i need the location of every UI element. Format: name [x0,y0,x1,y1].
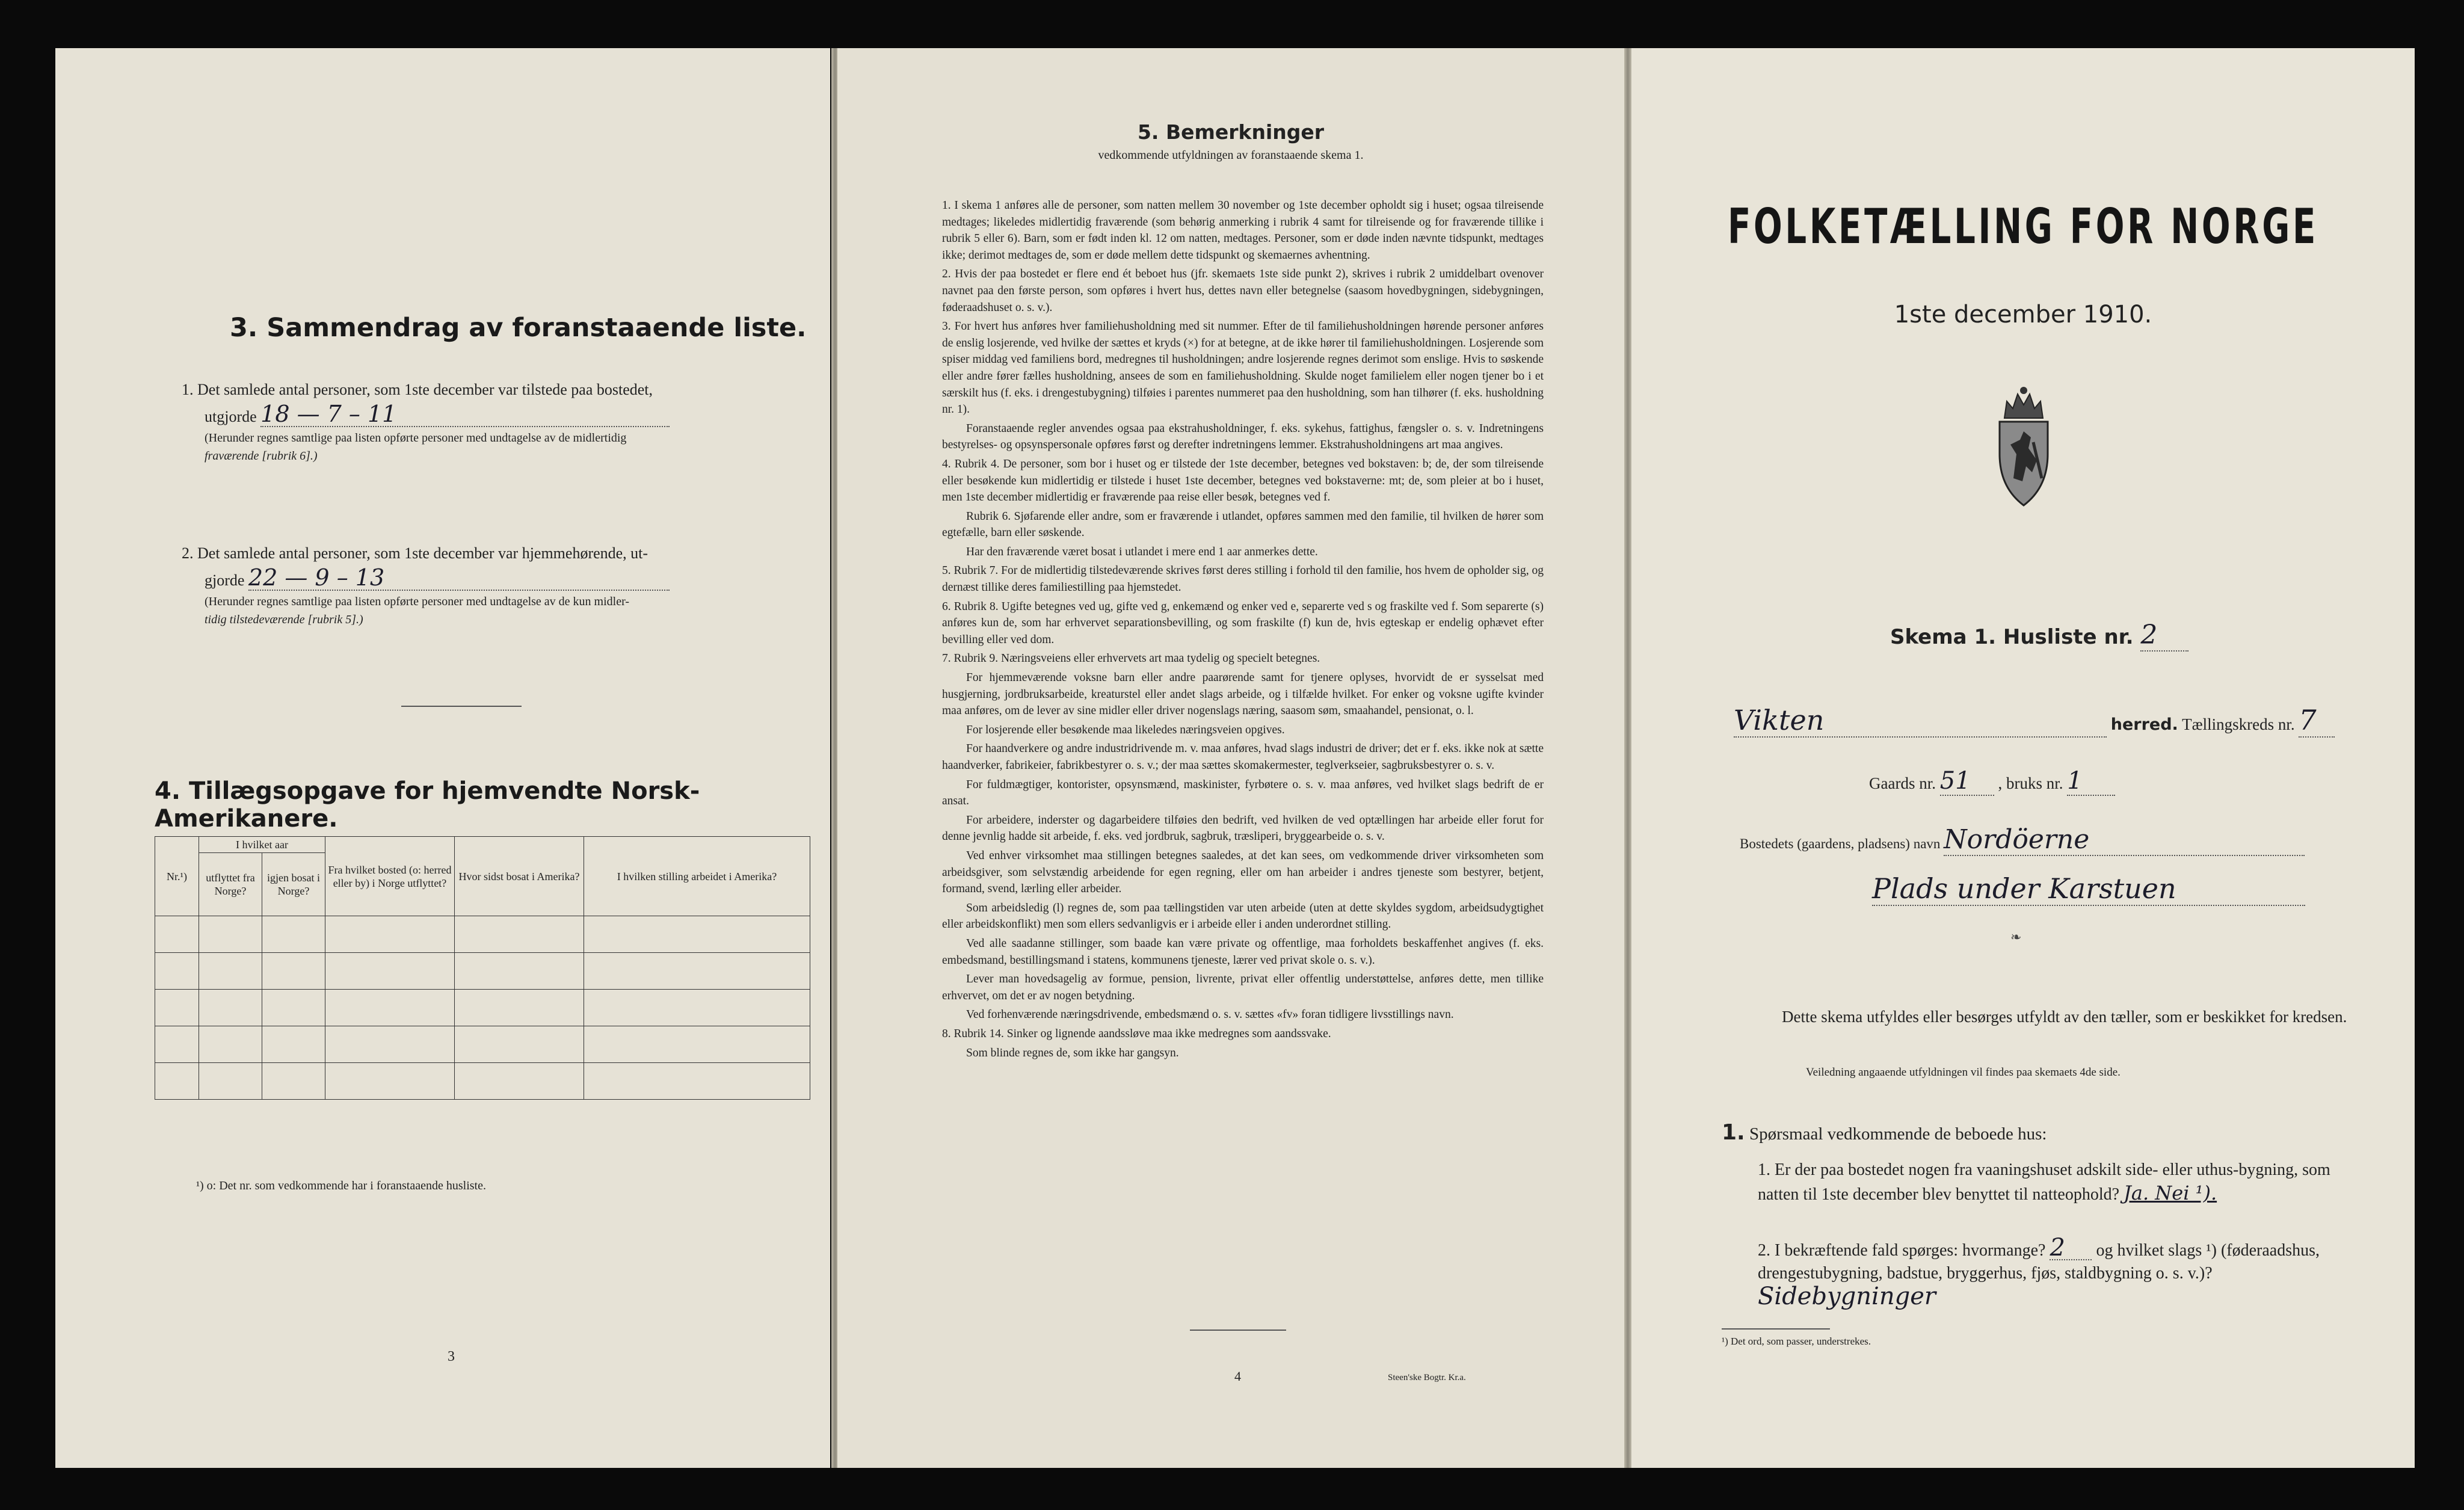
q1-answer: Ja. Nei ¹). [2124,1182,2217,1204]
remark-3: 3. For hvert hus anføres hver familiehusholdning med sit nummer. Efter de til familiehusholdningen hørende personer anføres de enslig losjerende, ved hvilke der sættes et kryds (×) for at betegne, at de ikke hører til familiehusholdningen. Losjerende som spiser middag ved familiens bord, medregnes til husholdningen; andre losjerende regnes derimot som enslige. Hvis to søskende eller andre fører fælles husholdning, ansees de som en familiehusholdning. Skulde noget familielem eller nogen tjener bo i et særskilt hus (f. eks. i drengestubygning) tilføies i parentes nummeret paa den husholdning, som han tilhører (f. eks. husholdning nr. 1). [942,320,1544,416]
remark-7j: Lever man hovedsagelig av formue, pension, livrente, privat eller offentlig understøttelse, anføres dette, men tillike erhvervet, om det er av nogen betydning. [942,973,1544,1002]
form-date: 1ste december 1910. [1894,301,2152,328]
remark-7d: For haandverkere og andre industridrivende m. v. maa anføres, hvad slags industri de driver; det er f. eks. ikke nok at sætte haandverker, fabrikeier, fabrikbestyrer o. s. v.; der maa sættes skomakermester, teglverkseier, sagbruksbestyrer o. s. v. [942,742,1544,772]
item2-note-a: (Herunder regnes samtlige paa listen opførte personer med undtagelse av de kun midler- [205,595,630,608]
item1-note-b: fraværende [rubrik 6].) [205,449,318,463]
remark-7g: Ved enhver virksomhet maa stillingen betegnes saaledes, at det kan sees, om vedkommende driver virksomheten som arbeidsgiver, som selvstændig arbeidende for egen regning, eller om han arbeider i andres tjeneste som bestyrer, betjent, formand, svend, lærling eller arbeider. [942,849,1544,896]
item2-text: 2. Det samlede antal personer, som 1ste december var hjemmehørende, ut- [182,544,648,562]
herred-label: herred. [2110,715,2178,734]
remark-7b: For hjemmeværende voksne barn eller andre paarørende samt for tjenere oplyses, hvorvidt de er sysselsat med husgjerning, jordbruksarbeide, kreaturstel eller andet slags arbeide, og i tilfælde hvilket. For enker og voksne ugifte kvinder maa anføres, om de lever av sine midler eller driver nogenslags næring, saasom søm, smaahandel, pensionat, o. l. [942,671,1544,718]
remark-6: 6. Rubrik 8. Ugifte betegnes ved ug, gifte ved g, enkemænd og enker ved e, separerte ved s og fraskilte ved f. Som separerte (s) anføres kun de, som har erhvervet separationsbevilling, og som fraskilte (f) kun de, hvis egteskap er endelig ophævet efter bevilling eller ved dom. [942,600,1544,646]
bosted-label: Bostedets (gaardens, pladsens) navn [1740,836,1941,851]
bosted-value-2: Plads under Karstuen [1872,872,2305,906]
item1-value: 18 — 7 – 11 [260,402,670,427]
gaards-value: 51 [1940,767,1994,796]
question-2 [1758,1236,2365,1311]
section4-title: 4. Tillægsopgave for hjemvendte Norsk-Amerikanere. [155,777,700,833]
table-row [155,916,810,953]
remark-7i: Ved alle saadanne stillinger, som baade kan være private og offentlige, maa forholdets beskaffenhet angives (f. eks. embedsmand, bestillingsmand i statens, kommunens tjeneste, lærer ved privat skole o. s. v.). [942,937,1544,967]
section3-title: 3. Sammendrag av foranstaaende liste. [230,313,807,343]
divider [401,706,522,707]
questions-heading-num: 1. [1722,1120,1745,1145]
remark-7f: For arbeidere, inderster og dagarbeidere tilføies den bedrift, ved hvilken de ved optællingen har arbeide eller forut for denne jevnlig hadde sit arbeide, f. eks. ved jordbruk, sagbruk, træsliperi, bryggearbeide o. s. v. [942,813,1544,843]
bosted-value: Nordöerne [1944,824,2305,856]
kreds-value: 7 [2299,704,2335,738]
divider [1722,1328,1830,1330]
kreds-label: Tællingskreds nr. [2182,715,2295,733]
section4-footnote: ¹) o: Det nr. som vedkommende har i foranstaaende husliste. [196,1179,486,1192]
page-right [1631,48,2415,1468]
q2-text-a: 2. I bekræftende fald spørges: hvormange? [1758,1241,2046,1260]
herred-line [1734,704,2395,738]
remarks-subtitle: vedkommende utfyldningen av foranstaaende skema 1. [1098,149,1364,162]
col-hvor: Hvor sidst bosat i Amerika? [455,837,584,916]
q2-count: 2 [2050,1236,2092,1260]
remark-7: 7. Rubrik 9. Næringsveiens eller erhvervets art maa tydelig og specielt betegnes. [942,652,1320,665]
skema-label: Skema 1. Husliste nr. [1890,625,2134,649]
bruks-value: 1 [2067,767,2115,796]
item2-value: 22 — 9 – 13 [248,565,670,591]
page-number: 4 [1234,1369,1241,1384]
col-utflyttet: utflyttet fra Norge? [199,853,262,916]
remark-4: 4. Rubrik 4. De personer, som bor i huset og er tilstede der 1ste december, betegnes ved bokstaven: b; de, der som tilreisende eller besøkende kun midlertidig er tilstede i huset 1ste december, betegnes ved bokstaverne: mt; de, som pleier at bo i huset, men 1ste december midlertidig er fraværende paa reise eller besøk, betegnes ved f. [942,457,1544,504]
item2-note-b: tidig tilstedeværende [rubrik 5].) [205,613,363,626]
questions-heading-text: Spørsmaal vedkommende de beboede hus: [1749,1124,2047,1144]
table-row [155,990,810,1026]
page-middle [837,48,1624,1468]
page-left [55,48,830,1468]
item1-lead: utgjorde [205,408,257,425]
gaards-label: Gaards nr. [1869,774,1936,792]
col-stilling: I hvilken stilling arbeidet i Amerika? [584,837,810,916]
remark-7e: For fuldmægtiger, kontorister, opsynsmænd, maskinister, fyrbøtere o. s. v. maa anføres, ved hvilket slags bedrift de er ansat. [942,778,1544,808]
col-igjen: igjen bosat i Norge? [262,853,325,916]
herred-value: Vikten [1734,704,2107,738]
printer-mark: Steen'ske Bogtr. Kr.a. [1388,1373,1466,1382]
remark-8: 8. Rubrik 14. Sinker og lignende aandssløve maa ikke medregnes som aandssvake. [942,1027,1331,1040]
skema-line [1890,620,2188,652]
remark-2: 2. Hvis der paa bostedet er flere end ét beboet hus (jfr. skemaets 1ste side punkt 2), skrives i rubrik 2 umiddelbart ovenover navnet paa den første person, som opføres i hvert hus, dettes navn eller betegnelse (saasom hovedbygningen, sidebygningen, føderaadshuset o. s. v.). [942,268,1544,314]
page-number: 3 [448,1349,455,1364]
bosted-line [1740,824,2401,856]
questions-heading [1722,1120,2047,1145]
q2-answer: Sidebygninger [1758,1283,1936,1310]
coat-of-arms-icon [1986,382,2061,508]
table-row [155,1063,810,1100]
remarks-title: 5. Bemerkninger [1137,120,1325,144]
table-row [155,1026,810,1063]
q2-text-b: og hvilket slags ¹) (føderaadshus, drengestubygning, badstue, bryggerhus, fjøs, staldbygning o. s. v.)? [1758,1241,2320,1283]
section3-item1 [182,378,807,465]
col-fra: Fra hvilket bosted (o: herred eller by) i Norge utflyttet? [325,837,455,916]
section3-item2 [182,541,807,629]
remark-1: 1. I skema 1 anføres alle de personer, som natten mellem 30 november og 1ste december opholdt sig i huset; ogsaa tilreisende medtages; likeledes midlertidig fraværende (som behørig anmerking i rubrik 4 samt for tilreisende og for fraværende tillike i rubrik 5 eller 6). Barn, som er født inden kl. 12 om natten, medtages. Personer, som er døde inden nævnte tidspunkt, medtages ikke; derimot medtages de, som er døde mellem dette tidspunkt og skemaernes avhentning. [942,199,1544,262]
remark-7c: For losjerende eller besøkende maa likeledes næringsveien opgives. [966,723,1285,736]
remark-3b: Foranstaaende regler anvendes ogsaa paa ekstrahusholdninger, f. eks. sykehus, fattighus, fængsler o. s. v. Indretningens bestyrelses- og opsynspersonale opføres først og derefter indretningens lemmer. Ekstrahusholdningens art maa angives. [942,422,1544,452]
gaards-line [1869,767,2115,796]
col-nr: Nr.¹) [155,837,199,916]
instruction-1: Dette skema utfyldes eller besørges utfyldt av den tæller, som er beskikket for kredsen. [1782,1008,2347,1026]
remarks-body [942,197,1544,1064]
remark-4b: Rubrik 6. Sjøfarende eller andre, som er fraværende i utlandet, opføres sammen med den familie, til hvilken de hører som egtefælle, barn eller søskende. [942,510,1544,540]
item1-note-a: (Herunder regnes samtlige paa listen opførte personer med undtagelse av de midlertidig [205,431,627,445]
item1-text: 1. Det samlede antal personer, som 1ste december var tilstede paa bostedet, [182,381,653,398]
right-footnote: ¹) Det ord, som passer, understrekes. [1722,1336,1871,1347]
question-1 [1758,1159,2365,1206]
col-group: I hvilket aar [199,837,325,853]
norsk-amerikanere-table [155,836,810,1100]
remark-7k: Ved forhenværende næringsdrivende, embedsmænd o. s. v. sættes «fv» foran tidligere livsstillings navn. [966,1008,1454,1022]
q1-text: 1. Er der paa bostedet nogen fra vaaningshuset adskilt side- eller uthus-bygning, som natten til 1ste december blev benyttet til natteophold? [1758,1160,2330,1204]
divider [1190,1330,1286,1331]
table-row [155,953,810,990]
husliste-nr-value: 2 [2140,620,2188,652]
ornament: ❧ [2010,930,2022,945]
form-title: FOLKETÆLLING FOR NORGE [1727,199,2319,254]
remark-5: 5. Rubrik 7. For de midlertidig tilstedeværende skrives først deres stilling i forhold til den familie, hos hvem de opholder sig, og dernæst tillike deres familiestilling paa hjemstedet. [942,564,1544,594]
remark-7h: Som arbeidsledig (l) regnes de, som paa tællingstiden var uten arbeide (uten at dette skyldes sygdom, arbeidsudygtighet eller arbeidskonflikt) men som ellers sedvanligvis er i arbeide eller i anden underordnet stilling. [942,901,1544,931]
bruks-label: , bruks nr. [1998,774,2063,792]
instruction-2: Veiledning angaaende utfyldningen vil findes paa skemaets 4de side. [1806,1066,2121,1079]
item2-lead: gjorde [205,572,245,589]
page-fold [1624,48,1631,1468]
remark-4c: Har den fraværende været bosat i utlandet i mere end 1 aar anmerkes dette. [966,545,1318,558]
remark-8b: Som blinde regnes de, som ikke har gangsyn. [966,1046,1179,1059]
